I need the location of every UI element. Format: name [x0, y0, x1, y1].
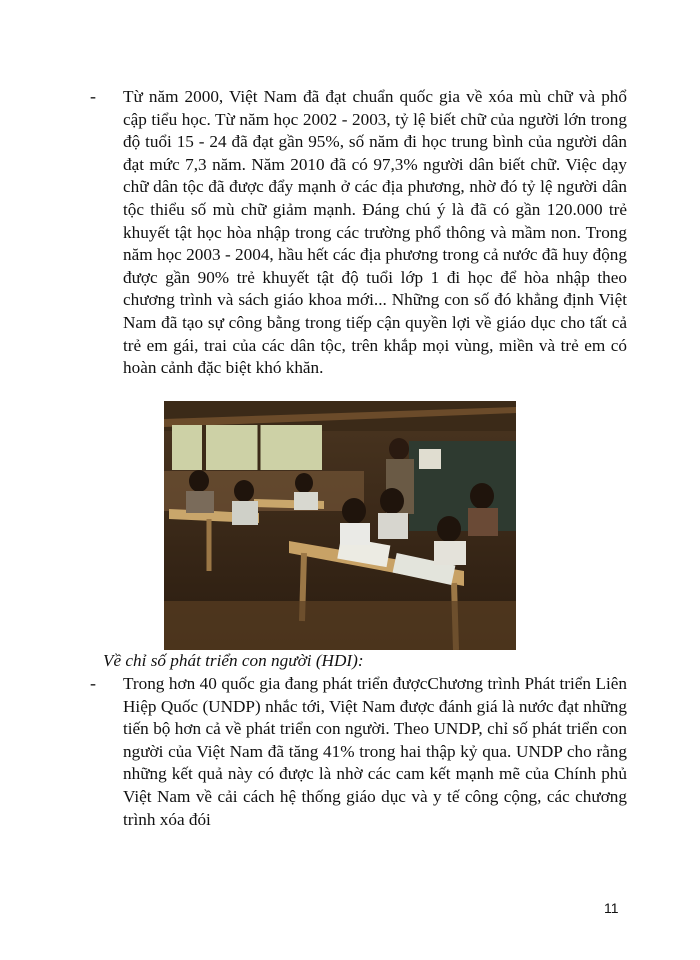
- paragraph-text: Trong hơn 40 quốc gia đang phát triển đượcChương trình Phát triển Liên Hiệp Quốc (UNDP) nhắc tới, Việt Nam được đánh giá là nước đạt những tiến bộ hơn cả về phát triển con người. Theo UNDP, chỉ số phát triển con người của Việt Nam đã tăng 41% trong hai thập kỷ qua. UNDP cho rằng những kết quả này có được là nhờ các cam kết mạnh mẽ của Chính phủ Việt Nam về cải cách hệ thống giáo dục và y tế công cộng, các chương trình xóa đói: [123, 674, 627, 829]
- classroom-photo: [164, 401, 516, 650]
- page-number: 11: [604, 900, 619, 916]
- paragraph-undp: [92, 673, 627, 831]
- section-heading-hdi: Về chỉ số phát triển con người (HDI):: [103, 651, 364, 670]
- paragraph-literacy: [92, 86, 627, 380]
- bullet-dash: -: [90, 86, 96, 106]
- paragraph-text: Từ năm 2000, Việt Nam đã đạt chuẩn quốc gia về xóa mù chữ và phổ cập tiểu học. Từ năm học 2002 - 2003, tỷ lệ biết chữ của người lớn trong độ tuổi 15 - 24 đã đạt gần 95%, số năm đi học trung bình của người dân đạt mức 7,3 năm. Năm 2010 đã có 97,3% người dân biết chữ. Việc dạy chữ dân tộc đã được đẩy mạnh ở các địa phương, nhờ đó tỷ lệ người dân tộc thiểu số mù chữ giảm mạnh. Đáng chú ý là đã có gần 120.000 trẻ khuyết tật học hòa nhập trong các trường phổ thông và mầm non. Trong năm học 2003 - 2004, hầu hết các địa phương trong cả nước đã huy động được gần 90% trẻ khuyết tật độ tuổi lớp 1 đi học để hòa nhập theo chương trình và sách giáo khoa mới... Những con số đó khẳng định Việt Nam đã tạo sự công bằng trong tiếp cận quyền lợi về giáo dục cho tất cả trẻ em gái, trai của các dân tộc, trên khắp mọi vùng, miền và trẻ em có hoàn cảnh đặc biệt khó khăn.: [123, 87, 627, 378]
- bullet-dash: -: [90, 673, 96, 693]
